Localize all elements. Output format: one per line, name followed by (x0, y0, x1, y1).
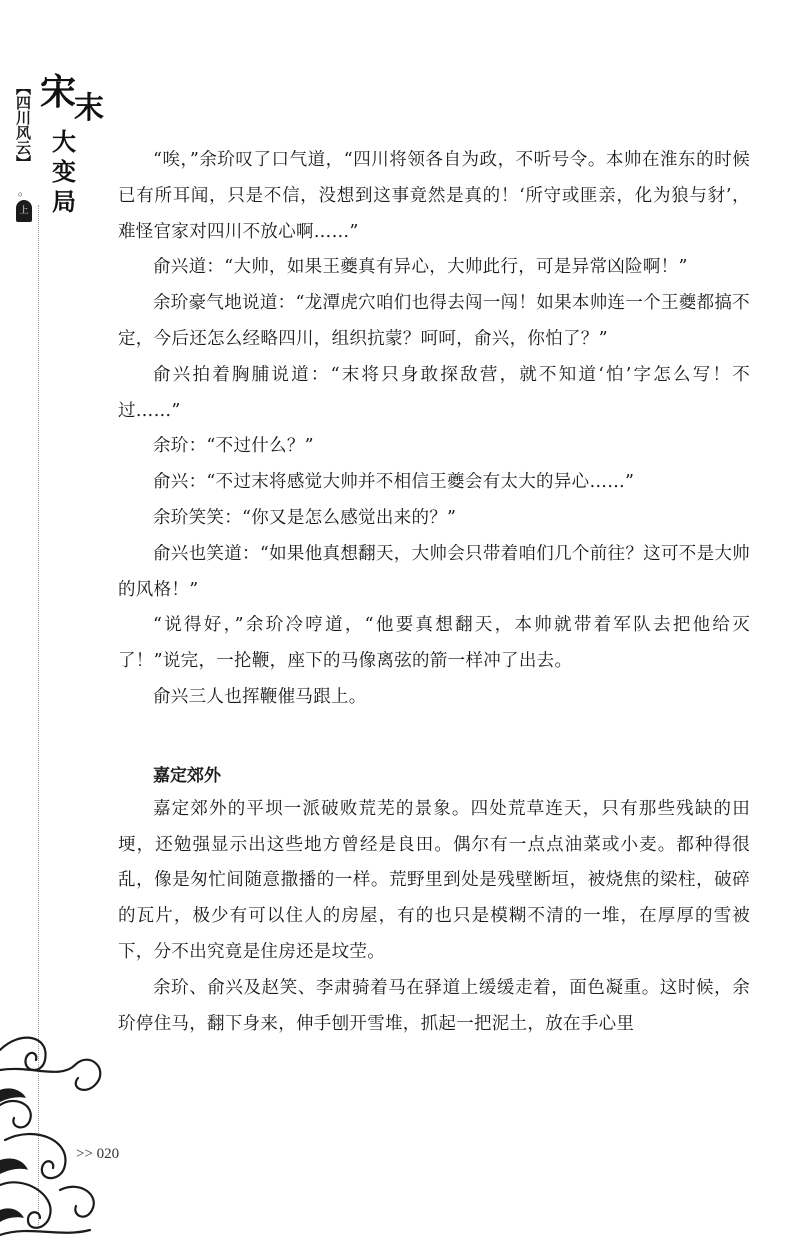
book-title-char: 大 (52, 127, 76, 156)
paragraph: 余玠、俞兴及赵笑、李肃骑着马在驿道上缓缓走着，面色凝重。这时候，余玠停住马，翻下身来，伸手刨开雪堆，抓起一把泥土，放在手心里 (118, 977, 750, 1034)
paragraph: 俞兴三人也挥鞭催马跟上。 (153, 686, 367, 707)
book-title-char: 局 (52, 187, 76, 216)
series-separator: 。 (18, 184, 31, 198)
section-heading: 嘉定郊外 (153, 765, 221, 786)
paragraph: 嘉定郊外的平坝一派破败荒芜的景象。四处荒草连天，只有那些残缺的田埂，还勉强显示出这些地方曾经是良田。偶尔有一点点油菜或小麦。都种得很乱，像是匆忙间随意撒播的一样。荒野里到处是残壁断垣，被烧焦的梁柱，破碎的瓦片，极少有可以住人的房屋，有的也只是模糊不清的一堆，在厚厚的雪被下，分不出究竟是住房还是坟茔。 (118, 798, 750, 962)
volume-badge: 上 (16, 200, 32, 222)
auspicious-cloud-ornament-icon (0, 1010, 120, 1243)
paragraph: 余玠笑笑：“你又是怎么感觉出来的？” (153, 507, 457, 528)
book-title-char: 变 (52, 157, 76, 186)
paragraph: 余玠：“不过什么？” (153, 436, 314, 457)
book-title-char: 宋 (40, 71, 77, 113)
paragraph: 余玠豪气地说道：“龙潭虎穴咱们也得去闯一闯！如果本帅连一个王夔都搞不定，今后还怎么经略四川，组织抗蒙？呵呵，俞兴，你怕了？” (118, 293, 750, 349)
paragraph: 俞兴道：“大帅，如果王夔真有异心，大帅此行，可是异常凶险啊！” (153, 257, 688, 278)
paragraph: 俞兴拍着胸脯说道：“末将只身敢探敌营，就不知道‘怕’字怎么写！不过……” (118, 364, 750, 421)
body-text (118, 143, 750, 1042)
series-title: 【四川风云】 (14, 80, 32, 170)
running-header (14, 71, 124, 216)
paragraph: 俞兴也笑道：“如果他真想翻天，大帅会只带着咱们几个前往？这可不是大帅的风格！” (118, 543, 750, 600)
paragraph: “说得好，”余玠冷哼道，“他要真想翻天，本帅就带着军队去把他给灭了！”说完，一抡鞭，座下的马像离弦的箭一样冲了出去。 (118, 615, 750, 672)
paragraph: “唉，”余玠叹了口气道，“四川将领各自为政，不听号令。本帅在淮东的时候已有所耳闻，只是不信，没想到这事竟然是真的！‘所守或匪亲，化为狼与豺’，难怪官家对四川不放心啊……” (118, 150, 750, 242)
paragraph: 俞兴：“不过末将感觉大帅并不相信王夔会有太大的异心……” (153, 472, 635, 493)
book-title-char: 末 (74, 91, 104, 126)
page-number: >> 020 (76, 1146, 120, 1162)
